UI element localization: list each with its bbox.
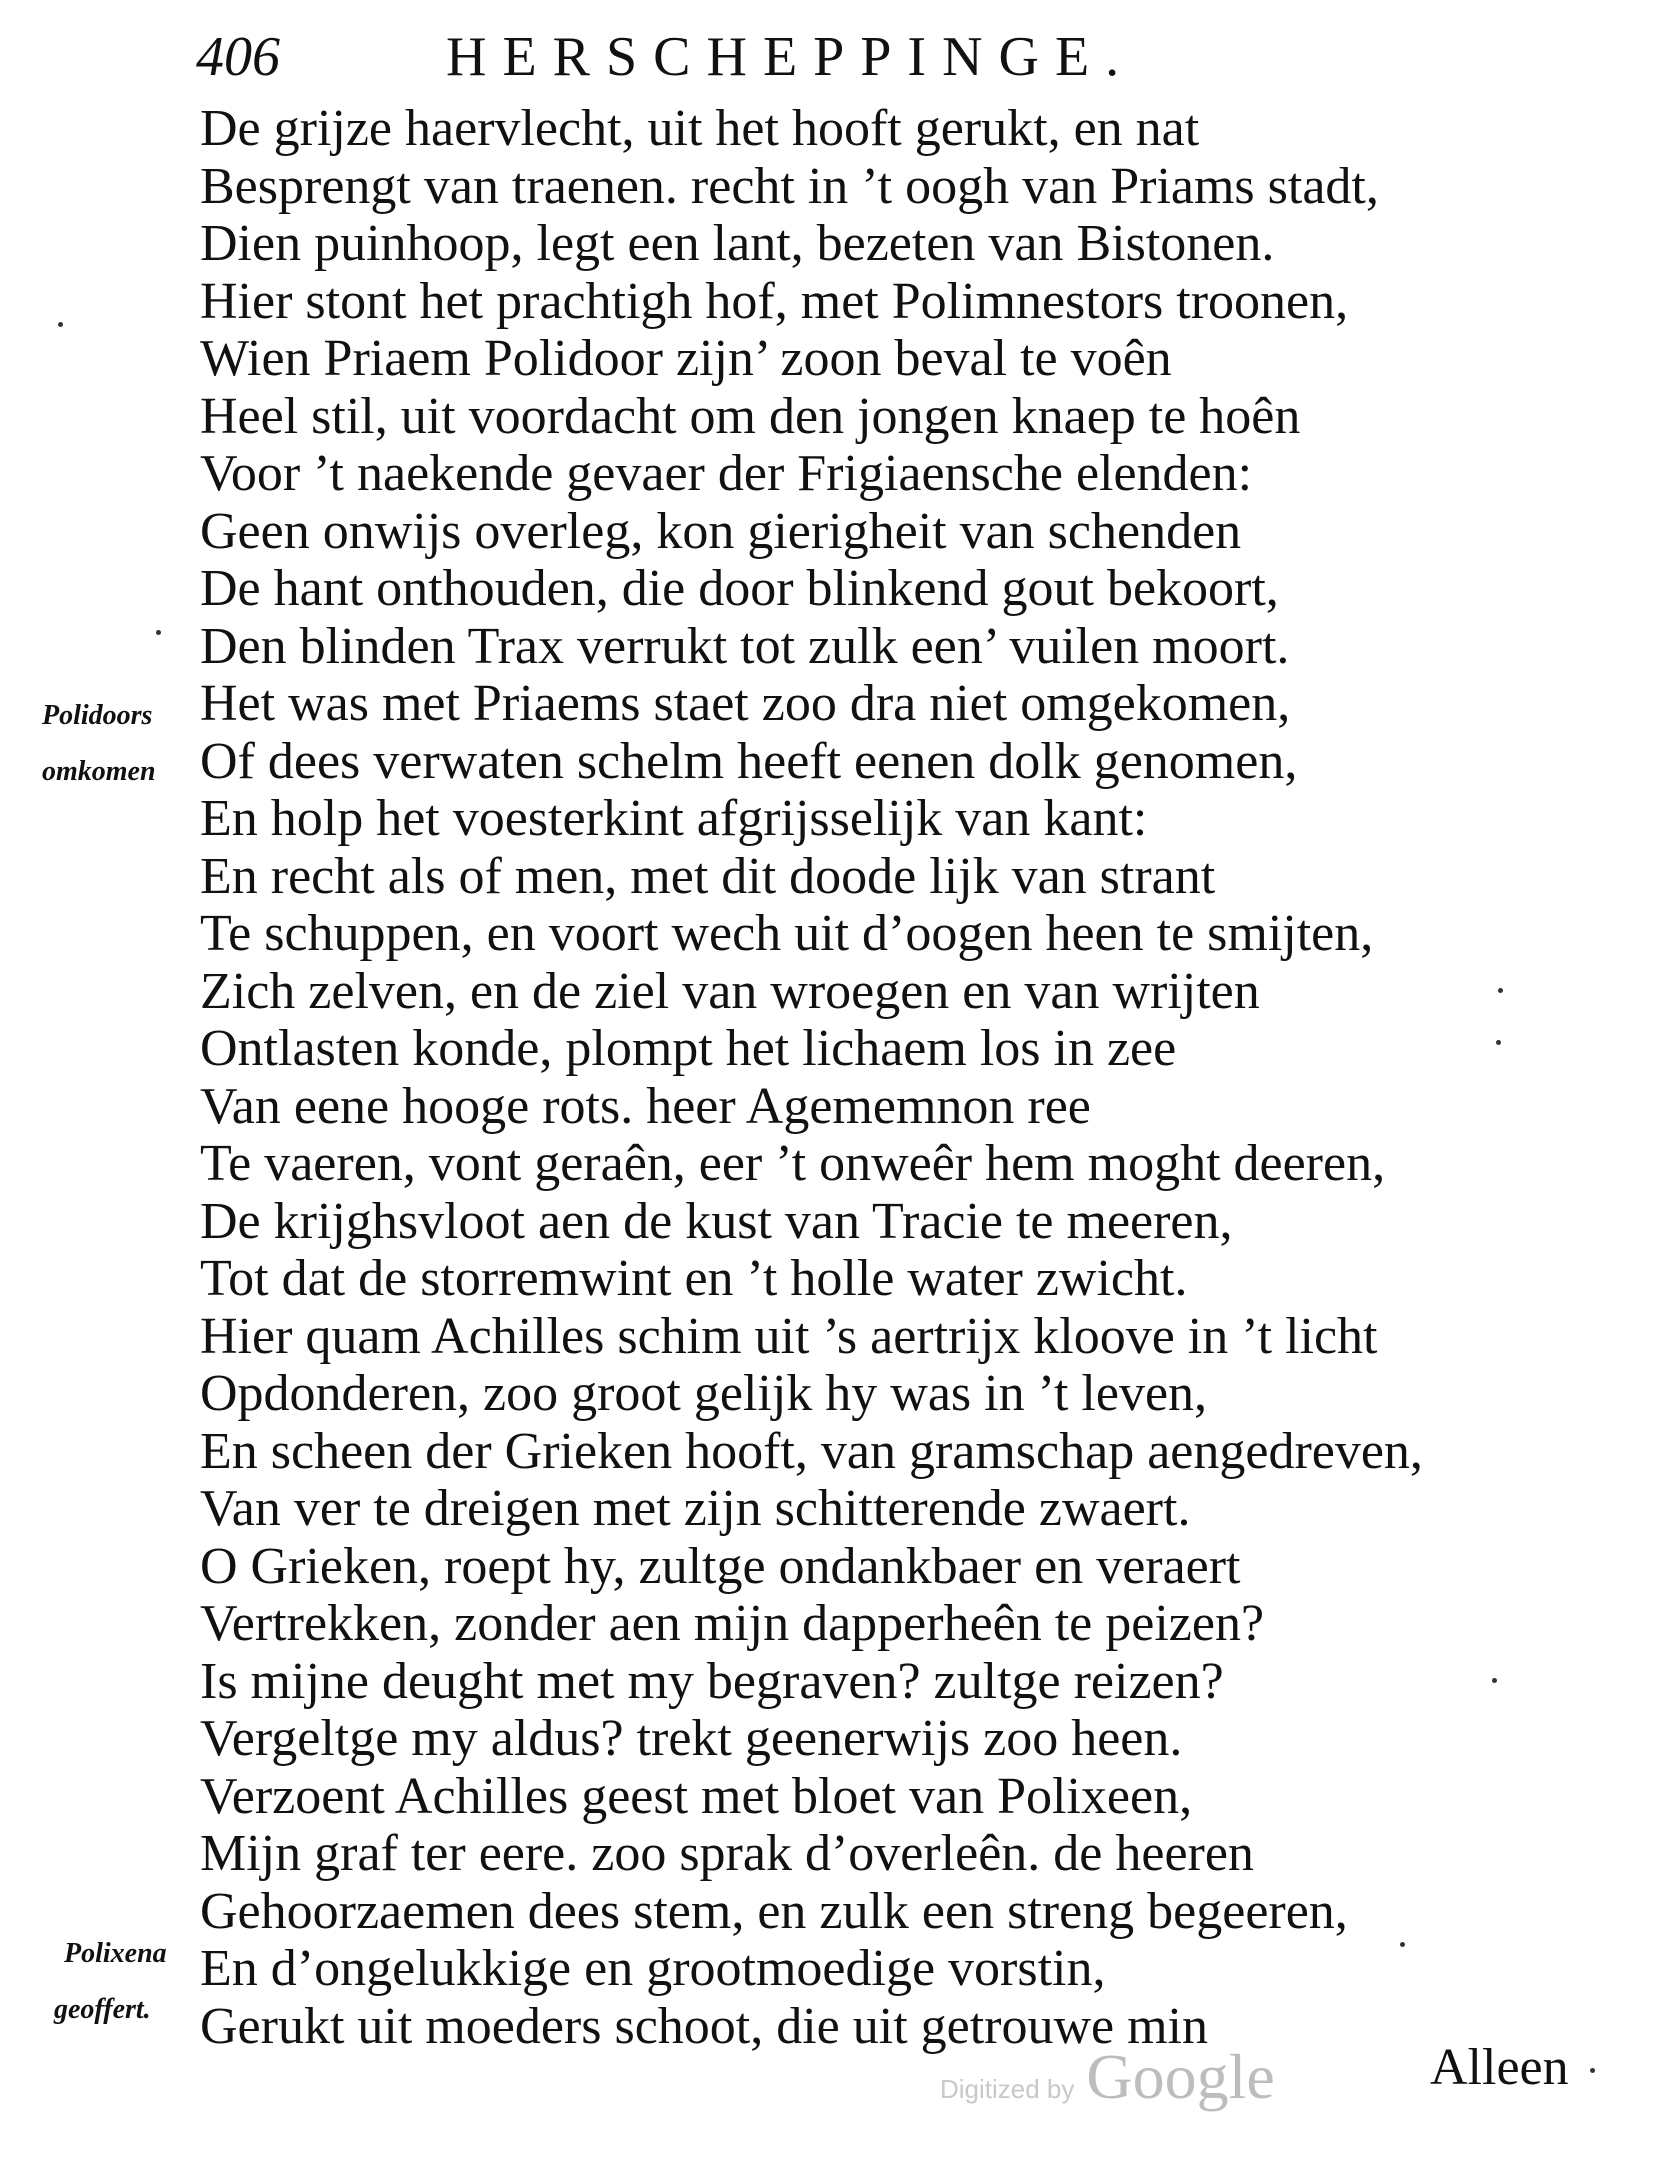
page-number: 406 (196, 26, 280, 88)
verse-line: Gehoorzaemen dees stem, en zulk een streng begeeren, (200, 1882, 1348, 1940)
verse-line: Dien puinhoop, legt een lant, bezeten van Bistonen. (200, 215, 1275, 272)
verse-line: Hier quam Achilles schim uit ’s aertrijx kloove in ’t licht (200, 1307, 1378, 1365)
verse-line: De grijze haervlecht, uit het hooft gerukt, en nat (200, 100, 1200, 157)
verse-line: Den blinden Trax verrukt tot zulk een’ vuilen moort. (200, 617, 1290, 675)
verse-line: Wien Priaem Polidoor zijn’ zoon beval te voên (200, 330, 1172, 387)
ink-speck (1498, 988, 1503, 993)
verse-line: Hier stont het prachtigh hof, met Polimnestors troonen, (200, 272, 1349, 330)
margin-note-line: omkomen (42, 756, 156, 787)
verse-line: Opdonderen, zoo groot gelijk hy was in ’t leven, (200, 1365, 1208, 1422)
verse-line: Te schuppen, en voort wech uit d’oogen heen te smijten, (200, 905, 1374, 962)
verse-line: Besprengt van traenen. recht in ’t oogh van Priams stadt, (200, 157, 1379, 215)
verse-line: Van eene hooge rots. heer Agememnon ree (200, 1077, 1091, 1135)
verse-line: Verzoent Achilles geest met bloet van Polixeen, (200, 1767, 1193, 1825)
verse-line: O Grieken, roept hy, zultge ondankbaer en veraert (200, 1537, 1241, 1595)
running-head (196, 22, 1346, 92)
ink-speck (1496, 1040, 1501, 1045)
verse-line: Van ver te dreigen met zijn schitterende zwaert. (200, 1480, 1191, 1537)
verse-line: En recht als of men, met dit doode lijk van strant (200, 847, 1216, 905)
margin-note-polidoors (42, 700, 156, 788)
verse-line: En holp het voesterkint afgrijsselijk van kant: (200, 790, 1148, 847)
verse-line: En scheen der Grieken hooft, van gramschap aengedreven, (200, 1422, 1423, 1480)
ink-speck (1590, 2068, 1595, 2073)
verse-line: Heel stil, uit voordacht om den jongen knaep te hoên (200, 387, 1301, 445)
verse-line: Zich zelven, en de ziel van wroegen en van wrijten (200, 962, 1260, 1020)
digitized-watermark (940, 2040, 1275, 2120)
verse-line: Het was met Priaems staet zoo dra niet omgekomen, (200, 675, 1291, 732)
margin-note-line: geoffert. (54, 1994, 151, 2025)
verse-line: Vertrekken, zonder aen mijn dapperheên te peizen? (200, 1595, 1265, 1652)
verse-line: Voor ’t naekende gevaer der Frigiaensche elenden: (200, 445, 1253, 502)
ink-speck (1492, 1678, 1497, 1683)
verse-line: De hant onthouden, die door blinkend gout bekoort, (200, 560, 1279, 617)
verse-line: Geen onwijs overleg, kon gierigheit van schenden (200, 502, 1242, 560)
verse-line: Gerukt uit moeders schoot, die uit getrouwe min (200, 1997, 1209, 2055)
verse-line: Mijn graf ter eere. zoo sprak d’overleên. de heeren (200, 1825, 1254, 1882)
verse-line: Tot dat de storremwint en ’t holle water zwicht. (200, 1250, 1188, 1307)
google-logo: Google (1086, 2041, 1275, 2112)
verse-line: Is mijne deught met my begraven? zultge reizen? (200, 1652, 1224, 1710)
verse-line: Ontlasten konde, plompt het lichaem los in zee (200, 1020, 1177, 1077)
running-title: HERSCHEPPINGE. (446, 26, 1136, 88)
watermark-prefix: Digitized by (940, 2074, 1075, 2104)
margin-note-polixena (54, 1938, 167, 2026)
verse-line: Of dees verwaten schelm heeft eenen dolk genomen, (200, 732, 1298, 790)
margin-note-line: Polidoors (42, 700, 153, 731)
verse-line: Vergeltge my aldus? trekt geenerwijs zoo heen. (200, 1710, 1183, 1767)
ink-speck (1400, 1942, 1405, 1947)
ink-speck (156, 630, 161, 635)
margin-note-line: Polixena (64, 1938, 167, 1969)
verse-line: Te vaeren, vont geraên, eer ’t onweêr hem moght deeren, (200, 1135, 1386, 1192)
verse-line: De krijghsvloot aen de kust van Tracie te meeren, (200, 1192, 1233, 1250)
verse-block (200, 100, 1620, 2055)
ink-speck (58, 322, 63, 327)
catchword: Alleen (1430, 2039, 1569, 2096)
verse-line: En d’ongelukkige en grootmoedige vorstin, (200, 1940, 1106, 1997)
